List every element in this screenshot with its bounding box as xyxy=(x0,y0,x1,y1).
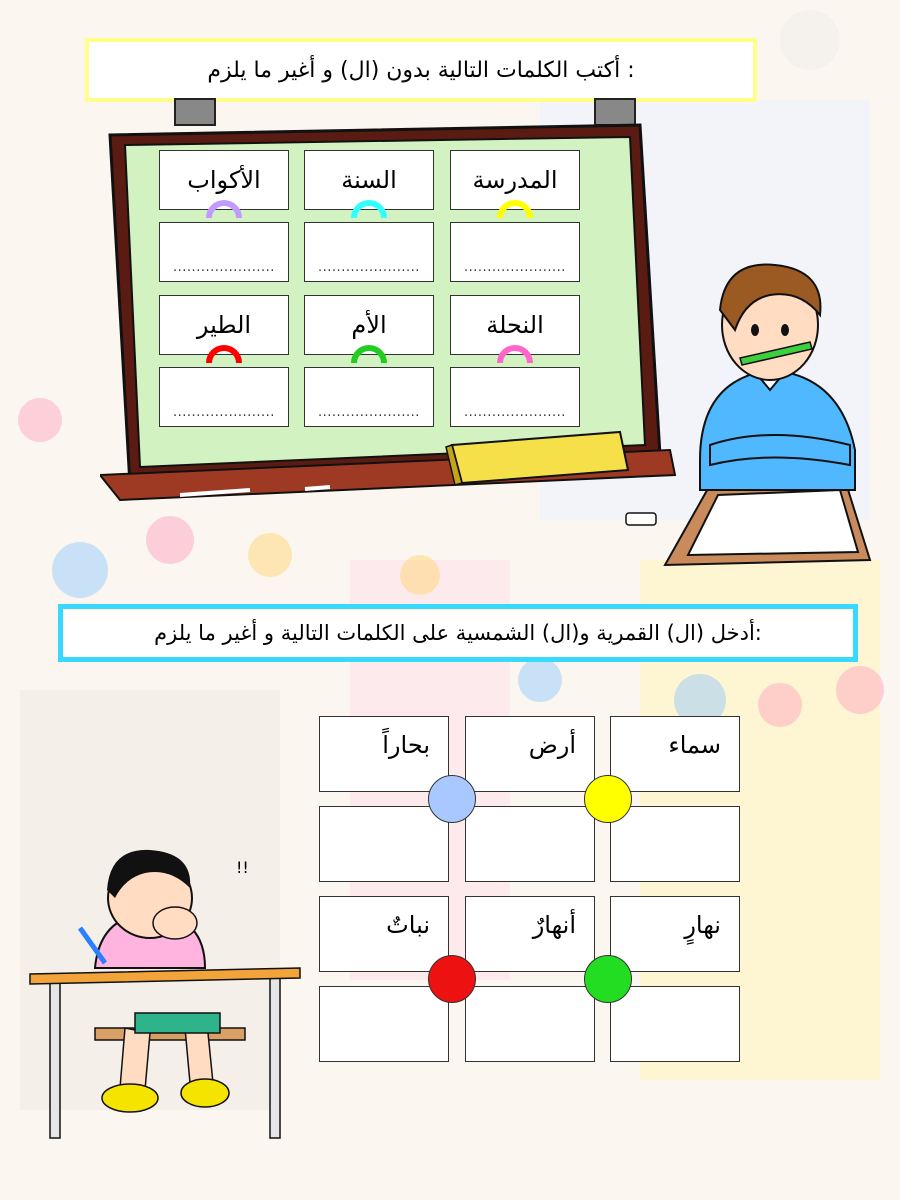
word-card xyxy=(465,716,595,792)
snore-mark: !! xyxy=(236,858,249,877)
word-card xyxy=(319,896,449,972)
word-text: الأم xyxy=(351,311,387,339)
word-text: نهارٍ xyxy=(684,911,721,939)
exercise1-instruction: : أكتب الكلمات التالية بدون (ال) و أغير ما يلزم xyxy=(85,38,757,102)
color-dot-green xyxy=(584,955,632,1003)
word-text: بحاراً xyxy=(382,731,430,759)
word-text: الأكواب xyxy=(187,166,261,194)
word-text: النحلة xyxy=(486,311,544,339)
word-text: الطير xyxy=(196,311,252,339)
answer-box[interactable] xyxy=(465,986,595,1062)
word-text: نباتٌ xyxy=(386,911,430,939)
answer-dots: ...................... xyxy=(464,260,566,275)
color-dot-yellow xyxy=(584,775,632,823)
answer-box[interactable] xyxy=(319,986,449,1062)
boy-sleeping-illustration xyxy=(25,828,310,1148)
word-card xyxy=(610,896,740,972)
answer-box[interactable] xyxy=(465,806,595,882)
exercise2-instruction: :أدخل (ال) القمرية و(ال) الشمسية على الكلمات التالية و أغير ما يلزم xyxy=(58,604,858,662)
word-card xyxy=(319,716,449,792)
word-text: أنهارٌ xyxy=(532,911,576,939)
answer-box[interactable] xyxy=(610,986,740,1062)
answer-dots: ...................... xyxy=(318,405,420,420)
answer-box[interactable] xyxy=(319,806,449,882)
answer-dots: ...................... xyxy=(318,260,420,275)
word-text: أرض xyxy=(528,731,576,759)
color-dot-blue xyxy=(428,775,476,823)
word-card xyxy=(610,716,740,792)
word-text: المدرسة xyxy=(472,166,558,194)
word-text: السنة xyxy=(341,166,397,194)
answer-dots: ...................... xyxy=(464,405,566,420)
answer-dots: ...................... xyxy=(173,405,275,420)
word-card xyxy=(465,896,595,972)
answer-dots: ...................... xyxy=(173,260,275,275)
color-dot-red xyxy=(428,955,476,1003)
answer-box[interactable] xyxy=(610,806,740,882)
word-text: سماء xyxy=(668,731,721,759)
